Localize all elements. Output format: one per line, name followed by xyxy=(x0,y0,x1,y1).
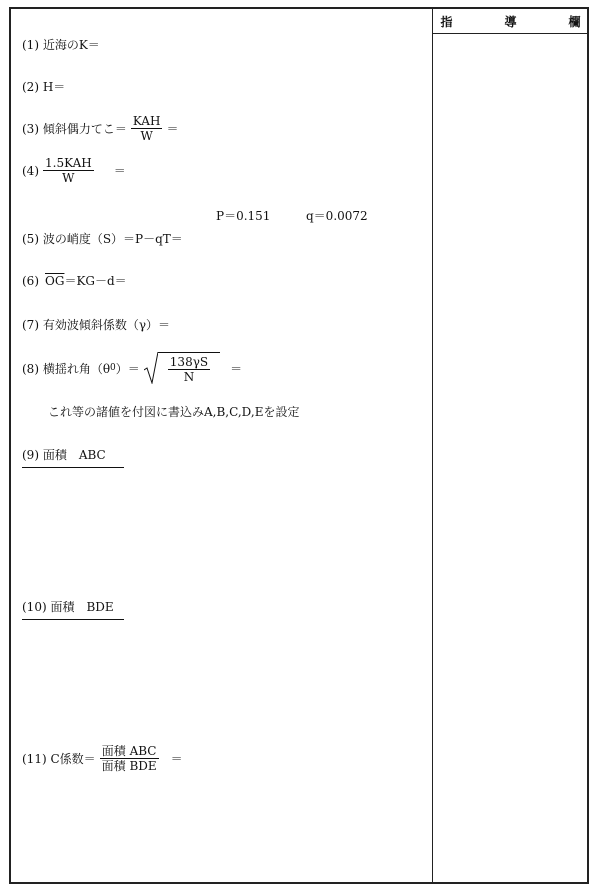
item-8-subscript: 0 xyxy=(110,363,116,373)
item-11-equals: ＝ xyxy=(170,752,183,766)
item-8-label: (8) 横揺れ角（θ xyxy=(22,361,111,376)
item-2 xyxy=(22,78,65,95)
item-1 xyxy=(22,36,100,53)
item-11-fraction xyxy=(100,744,159,773)
item-3-fraction xyxy=(131,114,163,143)
item-6-label: (6) xyxy=(22,273,39,288)
instruction-note xyxy=(48,403,299,420)
item-8-denominator: N xyxy=(183,370,195,384)
sqrt-sign xyxy=(144,352,220,384)
item-4 xyxy=(22,156,126,185)
item-2-text: (2) H＝ xyxy=(22,80,66,94)
q-value-text: q＝0.0072 xyxy=(306,209,368,223)
item-4-equals: ＝ xyxy=(113,164,126,178)
radical-icon xyxy=(144,352,158,384)
item-4-numerator: 1.5KAH xyxy=(45,156,92,170)
item-11-label: (11) C係数＝ xyxy=(22,752,96,766)
item-1-text: (1) 近海のK＝ xyxy=(22,38,100,52)
item-8 xyxy=(22,352,242,384)
item-6-og: $\overline{OG}$ xyxy=(45,273,65,288)
item-3-denominator: W xyxy=(140,129,153,143)
item-7-text: (7) 有効波傾斜係数（γ）＝ xyxy=(22,318,170,332)
item-11-numerator: 面積 ABC xyxy=(101,744,157,758)
guide-column-title: 指 導 欄 xyxy=(440,14,600,29)
item-4-fraction xyxy=(43,156,94,185)
item-8-numerator: 138γS xyxy=(169,355,209,369)
q-value xyxy=(306,207,368,224)
p-value-text: P＝0.151 xyxy=(216,209,271,223)
item-4-label: (4) xyxy=(22,163,39,178)
item-6-tail: ＝KG－d＝ xyxy=(64,274,127,288)
item-4-denominator: W xyxy=(62,171,75,185)
item-9-heading xyxy=(22,446,124,468)
item-8-equals: ＝ xyxy=(230,361,243,376)
guide-column-header xyxy=(432,9,600,34)
item-9-text: (9) 面積 ABC xyxy=(22,448,106,462)
item-11-denominator: 面積 BDE xyxy=(101,759,157,773)
item-3-numerator: KAH xyxy=(132,114,161,128)
instruction-note-text: これ等の諸値を付図に書込みA,B,C,D,Eを設定 xyxy=(48,405,300,419)
item-3-equals: ＝ xyxy=(166,122,179,136)
p-value xyxy=(216,207,270,224)
item-6 xyxy=(22,272,127,289)
item-10-text: (10) 面積 BDE xyxy=(22,600,114,614)
item-3 xyxy=(22,114,178,143)
item-5 xyxy=(22,230,183,247)
item-8-fraction xyxy=(168,355,210,384)
item-11 xyxy=(22,744,183,773)
sqrt-radicand xyxy=(158,352,220,384)
item-10-heading xyxy=(22,598,124,620)
item-7 xyxy=(22,316,170,333)
item-5-text: (5) 波の峭度（S）＝P－qT＝ xyxy=(22,232,183,246)
item-3-label: (3) 傾斜偶力てこ＝ xyxy=(22,122,127,136)
column-divider xyxy=(432,9,433,882)
item-8-mid: ）＝ xyxy=(115,361,140,376)
